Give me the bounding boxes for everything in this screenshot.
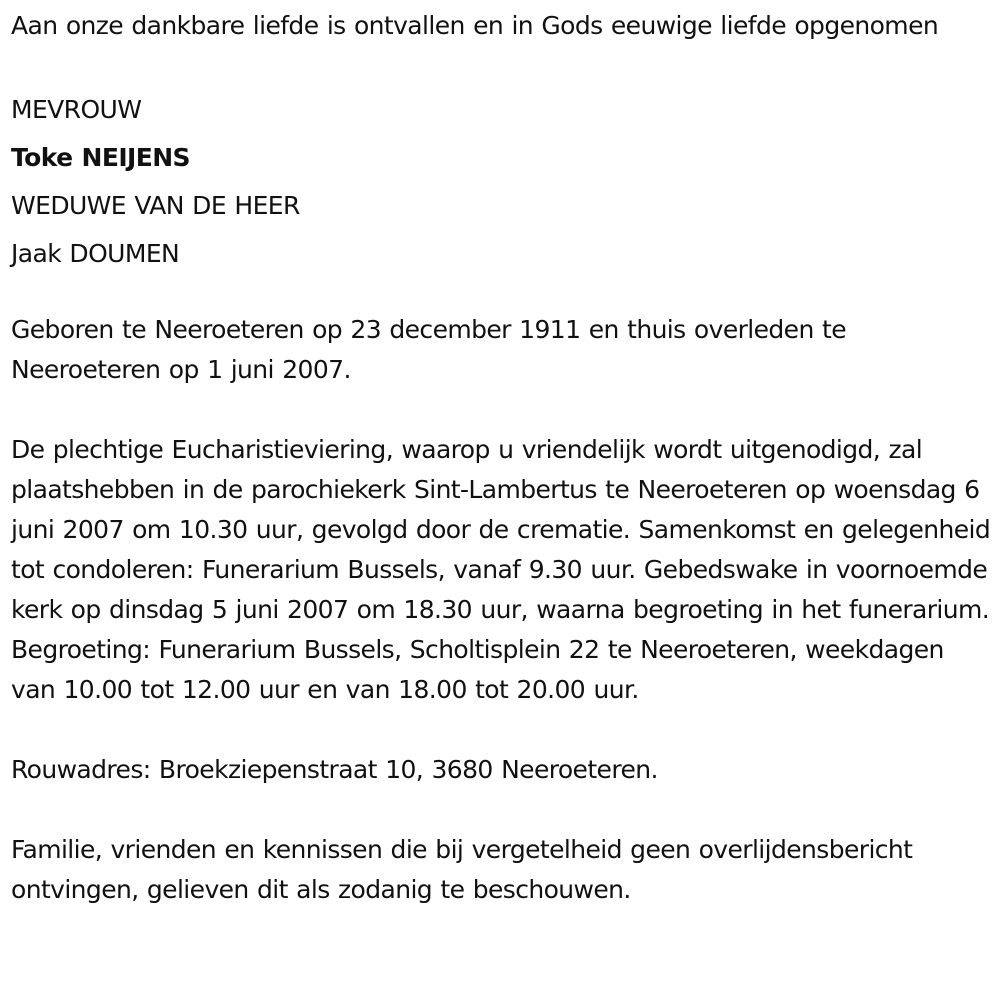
spacer: [11, 390, 996, 430]
intro-text: Aan onze dankbare liefde is ontvallen en in Gods eeuwige liefde opgenomen: [11, 11, 939, 40]
spouse-name: Jaak DOUMEN: [11, 239, 180, 268]
birth-death-text: Geboren te Neeroeteren op 23 december 1911 en thuis overleden te Neeroeteren op 1 juni 2007.: [11, 315, 847, 384]
mourning-address: Rouwadres: Broekziepenstraat 10, 3680 Neeroeteren.: [11, 755, 658, 784]
ceremony-text: De plechtige Eucharistieviering, waarop u vriendelijk wordt uitgenodigd, zal plaatshebben in de parochiekerk Sint-Lambertus te Neeroeteren op woensdag 6 juni 2007 om 10.30 uur, gevolgd door de crematie. Samenkomst en gelegenheid tot condoleren: Funerarium Bussels, vanaf 9.30 uur. Gebedswake in voornoemde kerk op dinsdag 5 juni 2007 om 18.30 uur, waarna begroeting in het funerarium. Begroeting: Funerarium Bussels, Scholtisplein 22 te Neeroeteren, weekdagen van 10.00 tot 12.00 uur en van 18.00 tot 20.00 uur.: [11, 435, 991, 704]
closing-text: Familie, vrienden en kennissen die bij vergetelheid geen overlijdensbericht ontvingen, gelieven dit als zodanig te beschouwen.: [11, 835, 913, 904]
deceased-name: Toke NEIJENS: [11, 143, 190, 172]
relation: WEDUWE VAN DE HEER: [11, 191, 300, 220]
honorific: MEVROUW: [11, 95, 142, 124]
obituary-notice: [11, 6, 996, 910]
spacer: [11, 710, 996, 750]
name-block: [11, 86, 996, 278]
spacer: [11, 790, 996, 830]
spacer: [11, 278, 996, 310]
spacer: [11, 46, 996, 86]
